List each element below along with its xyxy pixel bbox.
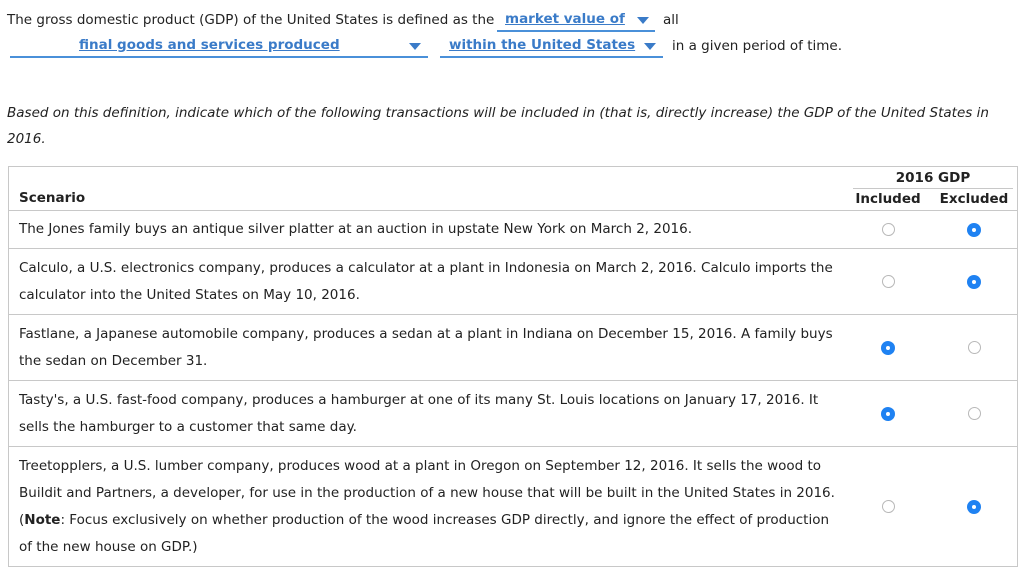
table-row <box>9 249 1018 315</box>
radio-included[interactable] <box>882 500 895 513</box>
radio-included[interactable] <box>882 223 895 236</box>
chevron-down-icon <box>409 43 421 50</box>
col-scenario-header: Scenario <box>9 167 846 211</box>
dropdown-final-goods-label: final goods and services produced <box>79 37 340 53</box>
scenario-table <box>8 166 1018 567</box>
excluded-cell <box>931 211 1018 249</box>
table-row <box>9 447 1018 567</box>
excluded-cell <box>931 315 1018 381</box>
dropdown-within-us-label: within the United States <box>449 37 636 53</box>
excluded-cell <box>931 249 1018 315</box>
excluded-cell <box>931 447 1018 567</box>
radio-excluded[interactable] <box>968 341 981 354</box>
radio-included[interactable] <box>881 341 895 355</box>
included-cell <box>845 315 931 381</box>
radio-excluded[interactable] <box>968 407 981 420</box>
included-cell <box>845 447 931 567</box>
note-label: Note <box>24 511 61 528</box>
included-cell <box>845 381 931 447</box>
scenario-text: The Jones family buys an antique silver platter at an auction in upstate New York on March 2, 2016. <box>9 211 846 249</box>
chevron-down-icon <box>637 17 649 24</box>
scenario-text: Fastlane, a Japanese automobile company, produces a sedan at a plant in Indiana on December 15, 2016. A family buys the sedan on December 31. <box>9 315 846 381</box>
table-row <box>9 211 1018 249</box>
included-cell <box>845 249 931 315</box>
dropdown-final-goods[interactable] <box>10 34 428 58</box>
radio-excluded[interactable] <box>967 275 981 289</box>
dropdown-market-value[interactable] <box>497 8 655 32</box>
radio-included[interactable] <box>881 407 895 421</box>
col-included-header: Included <box>855 191 921 207</box>
included-cell <box>845 211 931 249</box>
definition-suffix: in a given period of time. <box>672 38 843 54</box>
table-header <box>9 167 1018 211</box>
definition-after1: all <box>663 12 679 28</box>
scenario-text: Calculo, a U.S. electronics company, produces a calculator at a plant in Indonesia on March 2, 2016. Calculo imports the calculator into the United States on May 10, 2016. <box>9 249 846 315</box>
instructions-line2: 2016. <box>7 131 46 147</box>
dropdown-market-value-label: market value of <box>505 11 625 27</box>
excluded-cell <box>931 381 1018 447</box>
group-header-2016-gdp: 2016 GDP <box>853 167 1013 189</box>
radio-excluded[interactable] <box>967 223 981 237</box>
radio-included[interactable] <box>882 275 895 288</box>
table-row <box>9 315 1018 381</box>
chevron-down-icon <box>644 43 656 50</box>
col-excluded-header: Excluded <box>939 191 1009 207</box>
scenario-text: Treetopplers, a U.S. lumber company, produces wood at a plant in Oregon on September 12, 2016. It sells the wood to Buildit and Partners, a developer, for use in the production of a new house that will be built in the United States in 2016. (Note: Focus exclusively on whether production of the wood increases GDP directly, and ignore the effect of production of the new house on GDP.) <box>9 447 846 567</box>
radio-excluded[interactable] <box>967 500 981 514</box>
gdp-header-cell <box>845 167 1018 211</box>
instructions-line1: Based on this definition, indicate which of the following transactions will be included in (that is, directly increase) the GDP of the United States in <box>7 105 989 121</box>
scenario-text: Tasty's, a U.S. fast-food company, produces a hamburger at one of its many St. Louis locations on January 17, 2016. It sells the hamburger to a customer that same day. <box>9 381 846 447</box>
definition-prefix: The gross domestic product (GDP) of the United States is defined as the <box>7 12 495 28</box>
table-row <box>9 381 1018 447</box>
dropdown-within-us[interactable] <box>440 34 663 58</box>
